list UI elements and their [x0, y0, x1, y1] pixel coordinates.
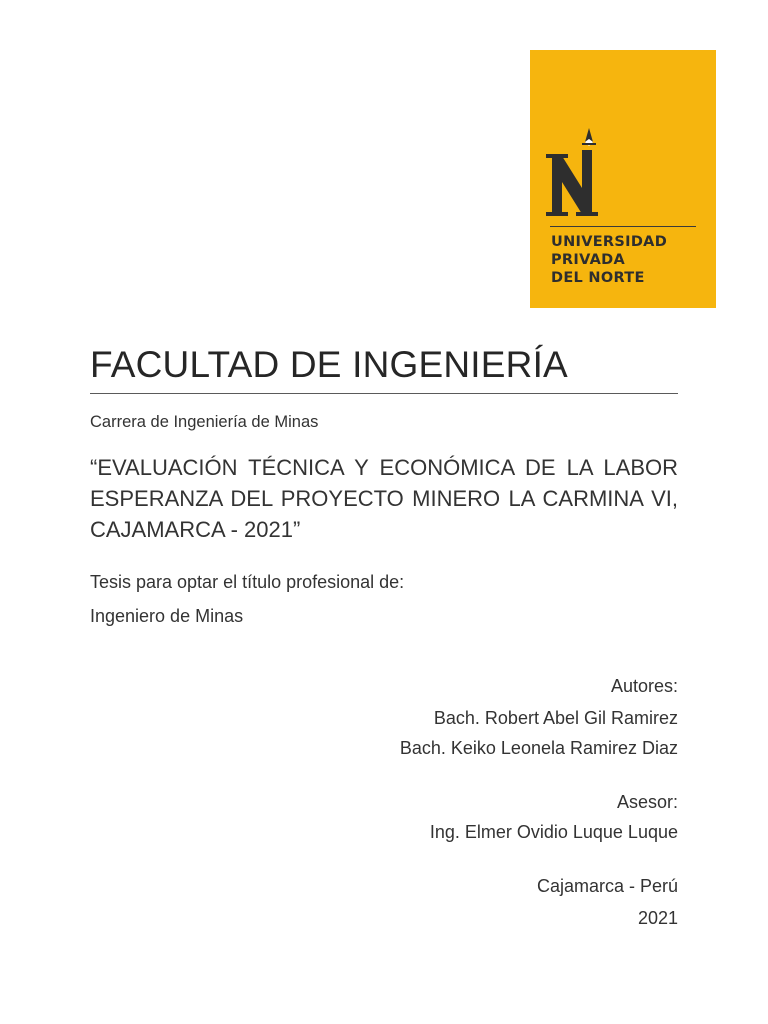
advisor-name: Ing. Elmer Ovidio Luque Luque [429, 822, 678, 842]
thesis-title: “EVALUACIÓN TÉCNICA Y ECONÓMICA DE LA LABOR ESPERANZA DEL PROYECTO MINERO LA CARMINA VI, CAJAMARCA - 2021” [90, 455, 678, 542]
authors-label: Autores: [610, 676, 678, 696]
author-name: Bach. Robert Abel Gil Ramirez [433, 708, 678, 728]
degree-name: Ingeniero de Minas [90, 606, 244, 626]
place-year: 2021 [637, 908, 678, 928]
advisor-label: Asesor: [616, 792, 678, 812]
title-underline [90, 393, 678, 394]
thesis-purpose: Tesis para optar el título profesional de: [90, 572, 405, 592]
author-name: Bach. Keiko Leonela Ramirez Diaz [399, 738, 678, 758]
upn-emblem-icon [544, 124, 606, 220]
logo-line-2: PRIVADA [551, 252, 626, 268]
logo-divider [550, 226, 696, 227]
university-logo [530, 50, 716, 308]
career-name: Carrera de Ingeniería de Minas [90, 413, 319, 431]
logo-line-1: UNIVERSIDAD [551, 234, 668, 250]
logo-wordmark [551, 233, 667, 287]
faculty-title: FACULTAD DE INGENIERÍA [90, 344, 568, 385]
logo-line-3: DEL NORTE [551, 270, 645, 286]
place-city: Cajamarca - Perú [536, 876, 678, 896]
